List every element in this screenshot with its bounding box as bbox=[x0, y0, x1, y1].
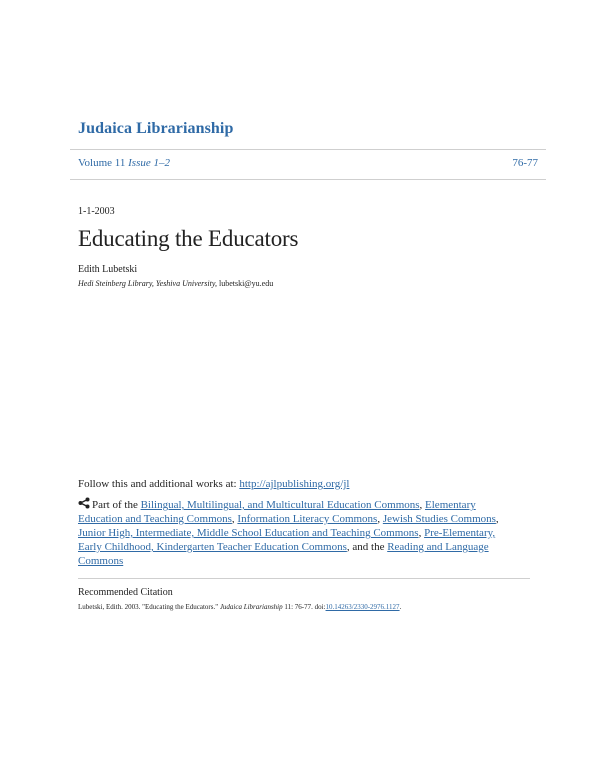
commons-link-information-literacy[interactable]: Information Literacy Commons bbox=[237, 513, 378, 525]
commons-link-reading-language[interactable]: Reading and Language Commons bbox=[78, 541, 489, 567]
citation-divider bbox=[78, 578, 530, 579]
volume-divider bbox=[70, 179, 546, 180]
author-affiliation bbox=[78, 279, 273, 288]
follow-link[interactable]: http://ajlpublishing.org/jl bbox=[239, 478, 350, 490]
part-of-commons: Part of the Bilingual, Multilingual, and Multicultural Education Commons, Elementary Education and Teaching Commons, Information Literacy Commons, Jewish Studies Commons, Junior High, Intermediate, Middle School Education and Teaching Commons, Pre-Elementary, Early Childhood, Kindergarten Teacher Education Commons, and the Reading and Language Commons bbox=[78, 499, 499, 567]
issue-label[interactable]: Issue 1–2 bbox=[128, 157, 170, 169]
journal-title[interactable]: Judaica Librarianship bbox=[78, 120, 234, 137]
publication-date: 1-1-2003 bbox=[78, 206, 115, 217]
page-range: 76-77 bbox=[512, 157, 538, 169]
commons-link-jewish-studies[interactable]: Jewish Studies Commons bbox=[382, 513, 496, 525]
article-title: Educating the Educators bbox=[78, 226, 299, 251]
citation-suffix: 11: 76-77. doi: bbox=[284, 603, 326, 611]
author-email: lubetski@yu.edu bbox=[218, 279, 274, 288]
commons-link-bilingual[interactable]: Bilingual, Multilingual, and Multicultural Education Commons bbox=[140, 499, 420, 511]
volume-issue[interactable] bbox=[78, 157, 170, 169]
commons-link-elementary[interactable]: Elementary Education and Teaching Commons bbox=[78, 499, 476, 525]
header-divider bbox=[70, 149, 546, 150]
affiliation-institution: Hedi Steinberg Library, Yeshiva University, bbox=[78, 279, 217, 288]
doi-link[interactable]: 10.14263/2330-2976.1127 bbox=[325, 603, 400, 611]
share-icon bbox=[78, 497, 90, 509]
citation-period: . bbox=[399, 603, 402, 611]
part-of-prefix: Part of the bbox=[92, 499, 138, 511]
commons-link-pre-elementary[interactable]: Pre-Elementary, Early Childhood, Kindergarten Teacher Education Commons bbox=[78, 527, 496, 553]
citation-journal: Judaica Librarianship bbox=[219, 603, 283, 611]
follow-text: Follow this and additional works at: bbox=[78, 478, 237, 490]
follow-line bbox=[78, 478, 349, 490]
citation-prefix: Lubetski, Edith. 2003. "Educating the Educators." bbox=[78, 603, 219, 611]
author-name: Edith Lubetski bbox=[78, 264, 138, 275]
recommended-citation-heading: Recommended Citation bbox=[78, 587, 173, 598]
citation-text bbox=[78, 603, 401, 611]
volume-label[interactable]: Volume 11 bbox=[78, 157, 126, 169]
commons-link-junior-high[interactable]: Junior High, Intermediate, Middle School Education and Teaching Commons bbox=[78, 527, 419, 539]
and-the-text: , and the bbox=[346, 541, 385, 553]
